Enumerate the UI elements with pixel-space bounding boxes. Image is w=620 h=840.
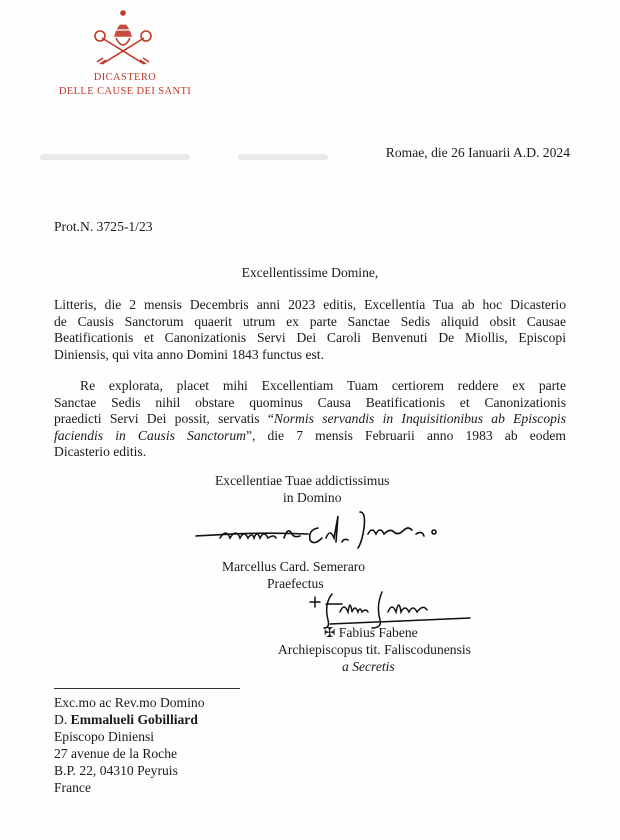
paragraph-2-line: Re explorata, placet mihi Excellentiam Tuam certiorem reddere ex parte — [80, 378, 566, 393]
closing-line-2: in Domino — [283, 490, 342, 505]
recipient-prefix: D. — [54, 712, 71, 727]
recipient-honorific: Exc.mo ac Rev.mo Domino — [54, 695, 205, 710]
paragraph-2-text: praedicti Servi Dei possit, servatis “ — [54, 411, 274, 426]
paragraph-2 — [54, 378, 566, 461]
paragraph-2-line — [54, 411, 566, 428]
salutation: Excellentissime Domine, — [241, 265, 379, 280]
paragraph-1-line: Diniensis, qui vita anno Domini 1843 functus est. — [54, 346, 324, 362]
recipient-street: 27 avenue de la Roche — [54, 746, 178, 761]
bleed-through-mark — [40, 154, 190, 160]
protocol-number: Prot.N. 3725-1/23 — [54, 219, 153, 234]
dicastery-name-line1: DICASTERO — [93, 72, 157, 83]
paragraph-2-line: Dicasterio editis. — [54, 444, 147, 459]
signatory-1-title: Praefectus — [267, 576, 324, 591]
paragraph-1-line: Beatificationis et Canonizationis Servi Dei Caroli Benvenuti De Miollis, Episcopi — [54, 330, 566, 345]
norms-title-italic: Normis servandis in Inquisitionibus ab Episcopis — [273, 411, 566, 426]
cardinal-signature-icon — [190, 508, 480, 556]
paragraph-1-line: Litteris, die 2 mensis Decembris anni 2023 editis, Excellentia Tua ab hoc Dicasterio — [54, 297, 566, 312]
signatory-2-name: ✠ Fabius Fabene — [324, 625, 418, 640]
recipient-title: Episcopo Diniensi — [54, 729, 155, 744]
norms-title-italic: faciendis in Causis Sanctorum — [54, 427, 246, 443]
recipient-name-line — [54, 711, 198, 728]
signatory-2-title: Archiepiscopus tit. Faliscodunensis — [278, 642, 471, 657]
closing-line-1: Excellentiae Tuae addictissimus — [215, 473, 390, 488]
recipient-country: France — [54, 780, 91, 795]
signatory-2-role: a Secretis — [342, 659, 395, 674]
address-divider — [54, 688, 240, 689]
recipient-postal: B.P. 22, 04310 Peyruis — [54, 763, 178, 778]
paragraph-1-line: de Causis Sanctorum quaerit utrum ex parte Sanctae Sedis aliquid obsit Causae — [54, 313, 566, 329]
recipient-name: Emmalueli Gobilliard — [70, 712, 198, 727]
paragraph-1 — [54, 297, 566, 363]
paragraph-2-text: ”, die 7 mensis Februarii anno 1983 ab eodem — [245, 427, 566, 443]
paragraph-2-line — [54, 428, 566, 445]
paragraph-2-line: Sanctae Sedis nihil obstare quominus Causa Beatificationis et Canonizationis — [54, 394, 566, 410]
bleed-through-mark — [238, 154, 328, 160]
signatory-1-name: Marcellus Card. Semeraro — [222, 559, 366, 574]
letter-date: Romae, die 26 Ianuarii A.D. 2024 — [385, 145, 570, 160]
dicastery-name-line2: DELLE CAUSE DEI SANTI — [58, 86, 192, 97]
papal-tiara-keys-icon — [88, 8, 158, 68]
